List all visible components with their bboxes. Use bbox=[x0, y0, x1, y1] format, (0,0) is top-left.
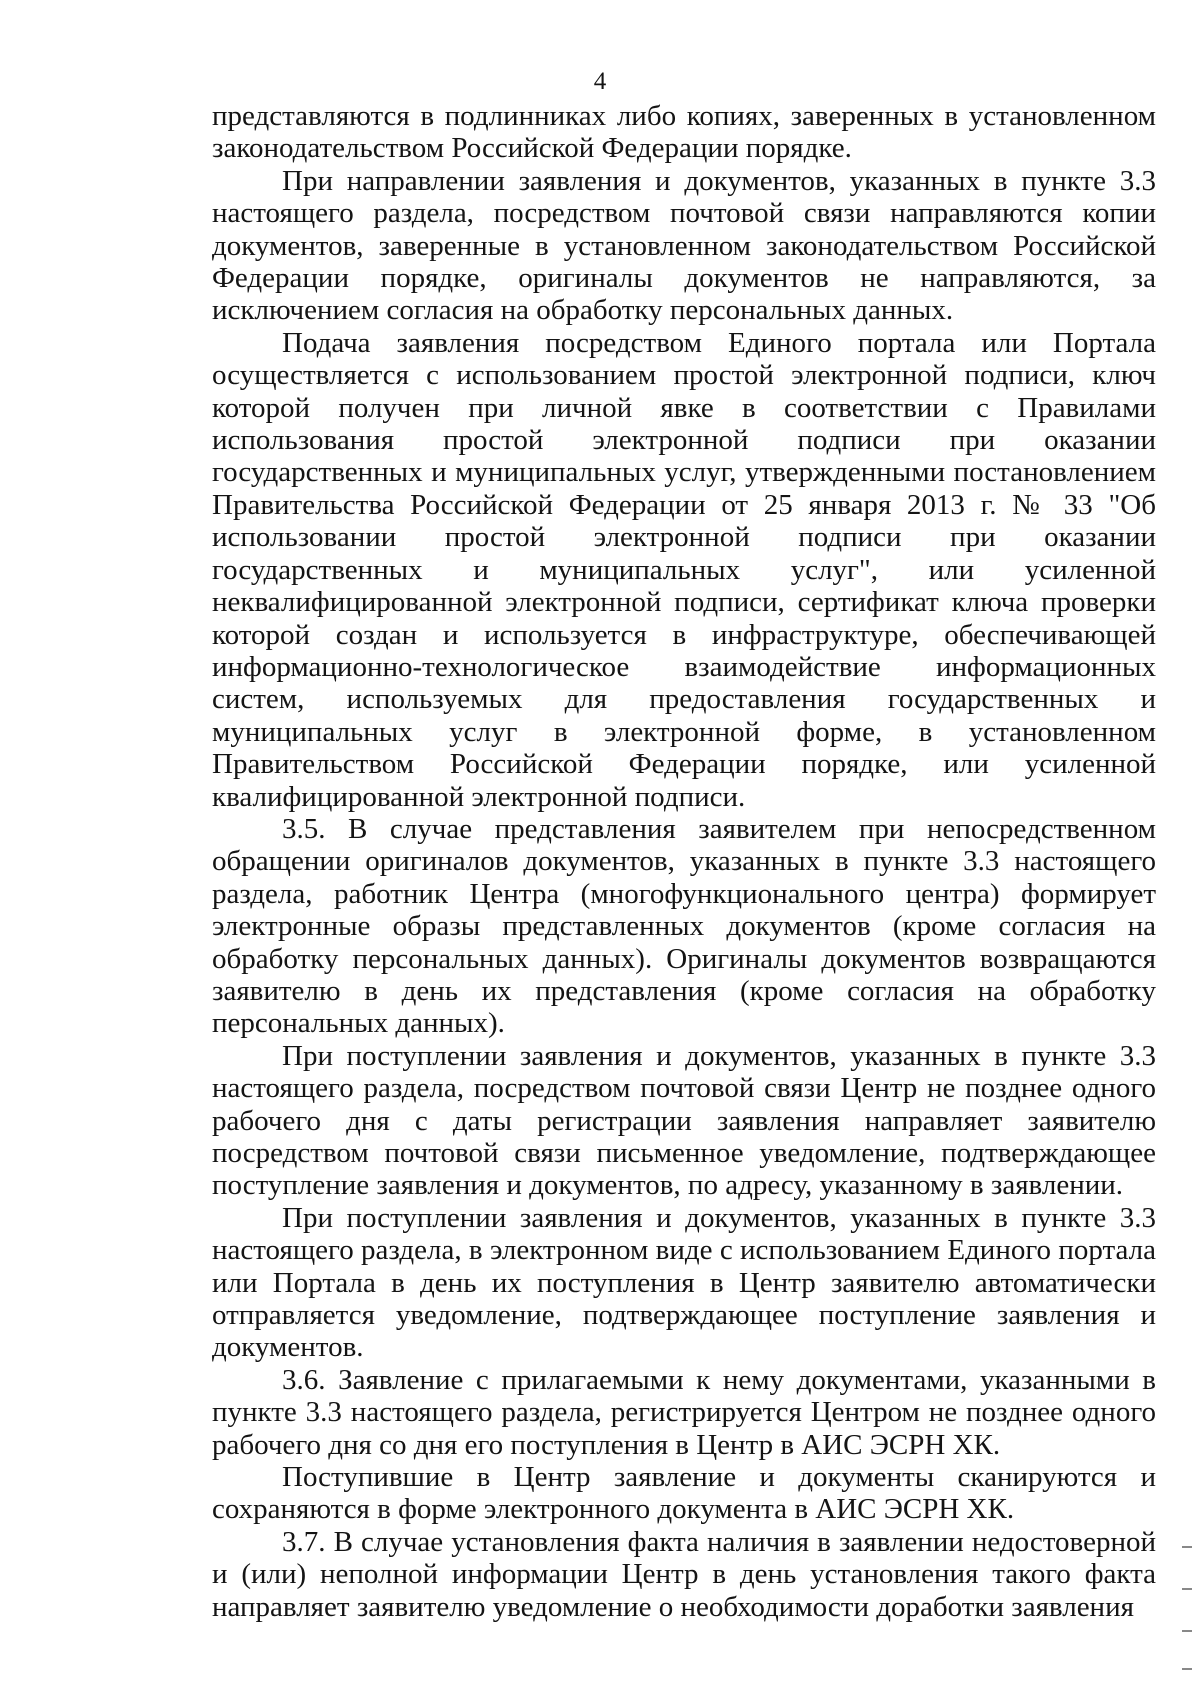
paragraph: 3.7. В случае установления факта наличия в заявлении недостоверной и (или) неполной информации Центр в день установления такого факта направляет заявителю уведомление о необходимости доработки заявления bbox=[212, 1525, 1156, 1623]
paragraph: При направлении заявления и документов, указанных в пункте 3.3 настоящего раздела, посредством почтовой связи направляются копии документов, заверенные в установленном законодательством Российской Федерации порядке, оригиналы документов не направляются, за исключением согласия на обработку персональных данных. bbox=[212, 164, 1156, 327]
paragraph: Поступившие в Центр заявление и документы сканируются и сохраняются в форме электронного документа в АИС ЭСРН ХК. bbox=[212, 1461, 1156, 1526]
paragraph: При поступлении заявления и документов, указанных в пункте 3.3 настоящего раздела, посредством почтовой связи Центр не позднее одного рабочего дня с даты регистрации заявления направляет заявителю посредством почтовой связи письменное уведомление, подтверждающее поступление заявления и документов, по адресу, указанному в заявлении. bbox=[212, 1039, 1156, 1202]
paragraph: Подача заявления посредством Единого портала или Портала осуществляется с использованием простой электронной подписи, ключ которой получен при личной явке в соответствии с Правилами использования простой электронной подписи при оказании государственных и муниципальных услуг, утвержденными постановлением Правительства Российской Федерации от 25 января 2013 г. № 33 "Об использовании простой электронной подписи при оказании государственных и муниципальных услуг", или усиленной неквалифицированной электронной подписи, сертификат ключа проверки которой создан и используется в инфраструктуре, обеспечивающей информационно-технологическое взаимодействие информационных систем, используемых для предоставления государственных и муниципальных услуг в электронной форме, в установленном Правительством Российской Федерации порядке, или усиленной квалифицированной электронной подписи. bbox=[212, 326, 1156, 813]
page-number: 4 bbox=[593, 68, 607, 95]
paragraph: При поступлении заявления и документов, указанных в пункте 3.3 настоящего раздела, в электронном виде с использованием Единого портала или Портала в день их поступления в Центр заявителю автоматически отправляется уведомление, подтверждающее поступление заявления и документов. bbox=[212, 1201, 1156, 1364]
scan-mark bbox=[1182, 1630, 1192, 1632]
scan-mark bbox=[1182, 1588, 1192, 1590]
paragraph: 3.6. Заявление с прилагаемыми к нему документами, указанными в пункте 3.3 настоящего раздела, регистрируется Центром не позднее одного рабочего дня со дня его поступления в Центр в АИС ЭСРН ХК. bbox=[212, 1363, 1156, 1461]
scan-mark bbox=[1182, 1668, 1192, 1670]
document-body bbox=[212, 100, 1156, 1623]
paragraph: 3.5. В случае представления заявителем при непосредственном обращении оригиналов документов, указанных в пункте 3.3 настоящего раздела, работник Центра (многофункционального центра) формирует электронные образы представленных документов (кроме согласия на обработку персональных данных). Оригиналы документов возвращаются заявителю в день их представления (кроме согласия на обработку персональных данных). bbox=[212, 812, 1156, 1040]
paragraph: представляются в подлинниках либо копиях, заверенных в установленном законодательством Российской Федерации порядке. bbox=[212, 100, 1156, 165]
scan-mark bbox=[1182, 1546, 1192, 1548]
